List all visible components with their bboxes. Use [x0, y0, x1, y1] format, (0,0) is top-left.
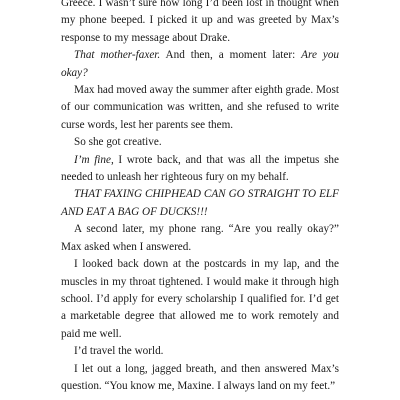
paragraph-10-text: I let out a long, jagged breath, and then answered Max’s question. “You know me, Maxine. I always land on my feet.” [61, 362, 339, 392]
paragraph-8-text: I looked back down at the postcards in my lap, and the muscles in my throat tightened. I would make it through high school. I’d apply for every scholarship I qualified for. I’d get a marketable degree that allowed me to work remotely and paid me well. [61, 258, 339, 340]
paragraph-2-text: And then, a moment later: [160, 49, 302, 62]
paragraph-5-italic-text: I’m fine, [74, 153, 114, 166]
paragraph-7 [61, 221, 339, 256]
paragraph-2 [61, 47, 339, 82]
paragraph-3 [61, 82, 339, 134]
paragraph-2-italic-quote: That mother-faxer. [74, 49, 161, 62]
paragraph-2-italic-question: Are you okay? [61, 49, 340, 79]
body-text [61, 0, 339, 395]
paragraph-10 [61, 361, 339, 396]
paragraph-3-text: Max had moved away the summer after eighth grade. Most of our communication was written, and she refused to write curse words, lest her parents see them. [61, 84, 339, 131]
paragraph-7-text: A second later, my phone rang. “Are you really okay?” Max asked when I answered. [61, 223, 339, 253]
paragraph-4-text: So she got creative. [74, 136, 162, 149]
paragraph-9 [61, 343, 339, 360]
paragraph-8 [61, 256, 339, 343]
paragraph-5 [61, 152, 339, 187]
paragraph-6 [61, 186, 339, 221]
paragraph-5-text: I wrote back, and that was all the impetus she needed to unleash her righteous fury on my behalf. [61, 153, 339, 184]
paragraph-1 [61, 0, 339, 47]
paragraph-9-text: I’d travel the world. [74, 345, 164, 358]
paragraph-1-text: Greece. I wasn’t sure how long I’d been lost in thought when my phone beeped. I picked it up and was greeted by Max’s response to my message about Drake. [61, 0, 339, 44]
paragraph-6-italic-text: THAT FAXING CHIPHEAD CAN GO STRAIGHT TO ELF AND EAT A BAG OF DUCKS!!! [61, 188, 339, 218]
paragraph-4 [61, 134, 339, 151]
